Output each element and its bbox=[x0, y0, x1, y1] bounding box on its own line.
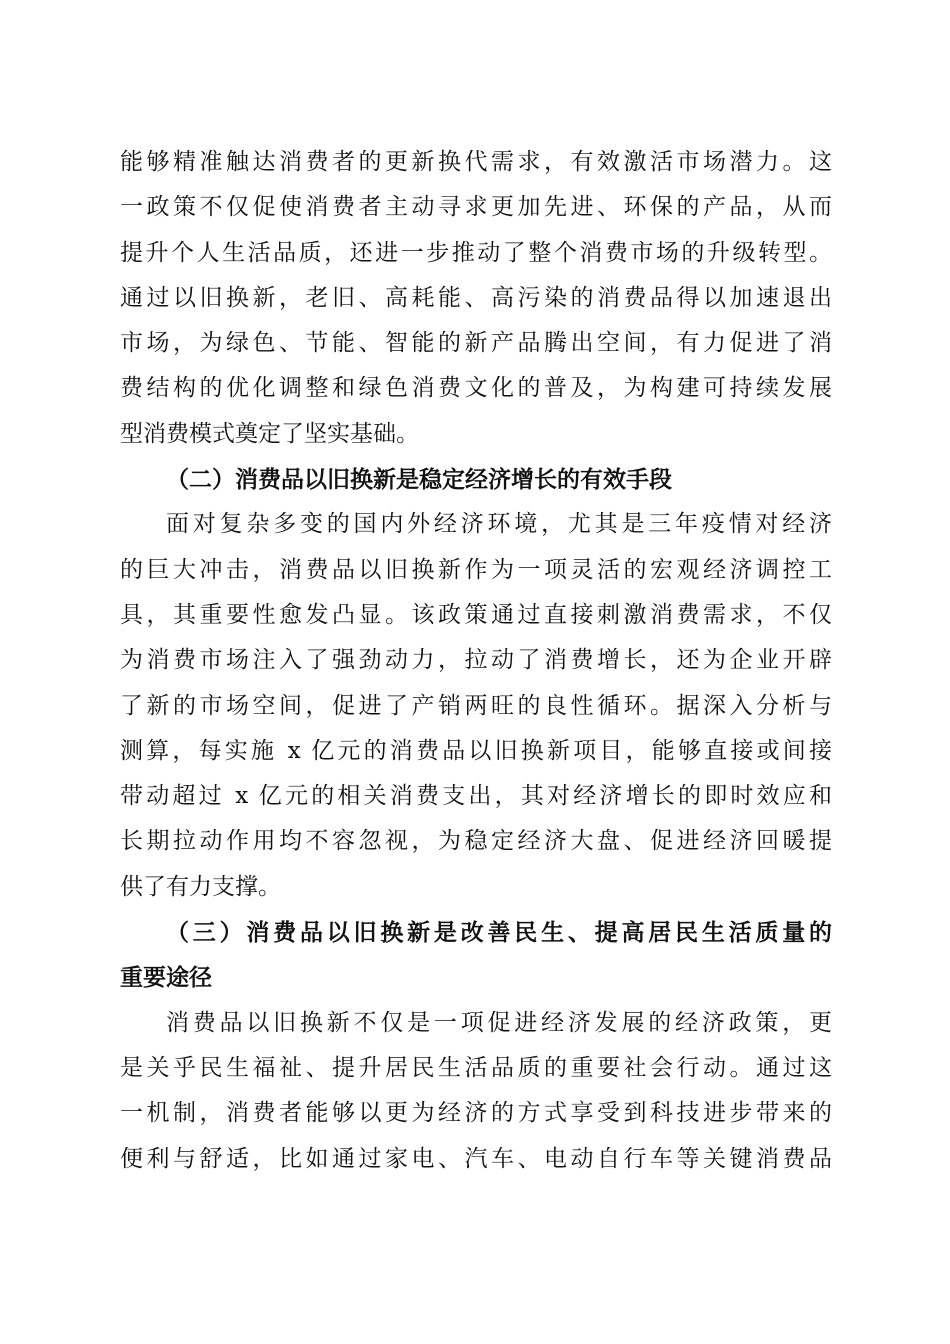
body-line: 面对复杂多变的国内外经济环境，尤其是三年疫情对经济 bbox=[166, 511, 832, 538]
body-line: 能够精准触达消费者的更新换代需求，有效激活市场潜力。这 bbox=[120, 149, 832, 175]
body-line: 通过以旧换新，老旧、高耗能、高污染的消费品得以加速退出 bbox=[120, 284, 832, 311]
body-line: 长期拉动作用均不容忽视，为稳定经济大盘、促进经济回暖提 bbox=[120, 828, 832, 855]
body-line: 的巨大冲击，消费品以旧换新作为一项灵活的宏观经济调控工 bbox=[120, 556, 832, 583]
body-line: 测算，每实施 x 亿元的消费品以旧换新项目，能够直接或间接 bbox=[120, 737, 832, 764]
body-line: 具，其重要性愈发凸显。该政策通过直接刺激消费需求，不仅 bbox=[120, 601, 832, 628]
body-line: 为消费市场注入了强劲动力，拉动了消费增长，还为企业开辟 bbox=[120, 647, 832, 674]
body-line: 型消费模式奠定了坚实基础。 bbox=[120, 420, 419, 447]
body-line: 供了有力支撑。 bbox=[120, 873, 281, 900]
section-heading: 重要途径 bbox=[120, 964, 212, 992]
body-line: 便利与舒适，比如通过家电、汽车、电动自行车等关键消费品 bbox=[120, 1145, 832, 1172]
body-line: 提升个人生活品质，还进一步推动了整个消费市场的升级转型。 bbox=[120, 239, 832, 266]
section-heading: （三）消费品以旧换新是改善民生、提高居民生活质量的 bbox=[166, 919, 832, 947]
body-line: 费结构的优化调整和绿色消费文化的普及，为构建可持续发展 bbox=[120, 375, 832, 402]
body-line: 是关乎民生福祉、提升居民生活品质的重要社会行动。通过这 bbox=[120, 1054, 832, 1081]
body-line: 带动超过 x 亿元的相关消费支出，其对经济增长的即时效应和 bbox=[120, 783, 832, 810]
document-page bbox=[120, 140, 832, 1182]
body-line: 市场，为绿色、节能、智能的新产品腾出空间，有力促进了消 bbox=[120, 330, 832, 357]
body-line: 一机制，消费者能够以更为经济的方式享受到科技进步带来的 bbox=[120, 1100, 832, 1127]
section-heading: （二）消费品以旧换新是稳定经济增长的有效手段 bbox=[166, 466, 672, 494]
body-line: 消费品以旧换新不仅是一项促进经济发展的经济政策，更 bbox=[166, 1009, 832, 1036]
body-line: 了新的市场空间，促进了产销两旺的良性循环。据深入分析与 bbox=[120, 692, 832, 719]
body-line: 一政策不仅促使消费者主动寻求更加先进、环保的产品，从而 bbox=[120, 194, 832, 221]
